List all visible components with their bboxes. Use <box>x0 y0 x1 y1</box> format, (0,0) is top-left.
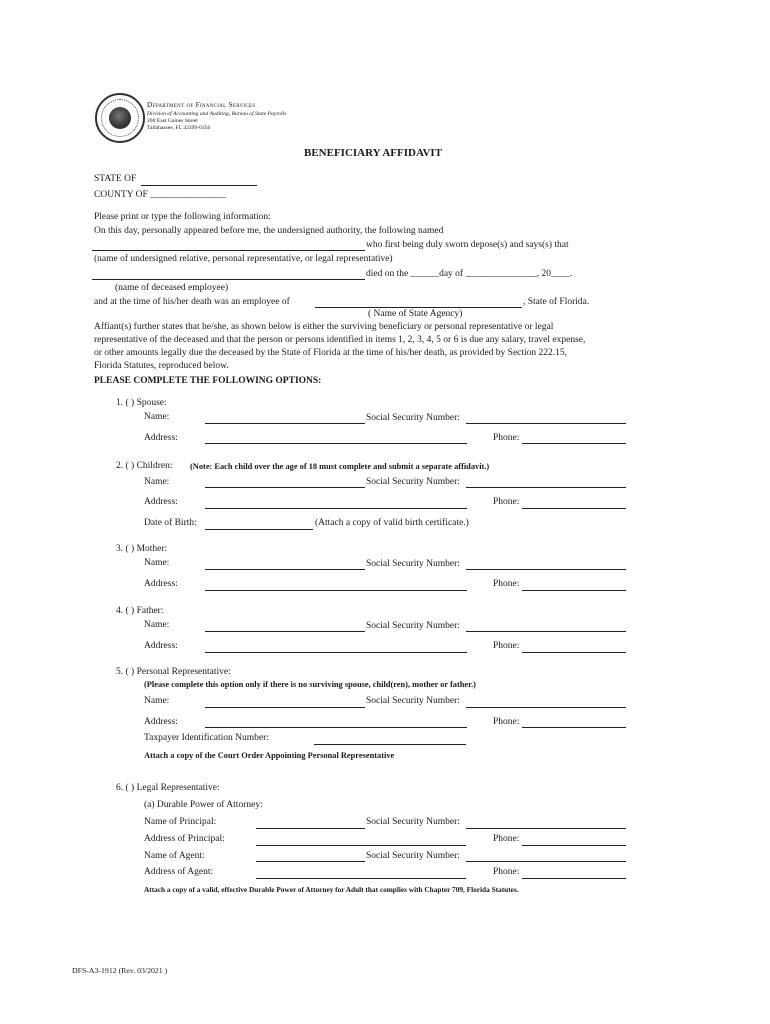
rep-name-field[interactable] <box>205 707 365 708</box>
child-phone-label: Phone: <box>493 497 520 507</box>
state-of-florida-text: , State of Florida. <box>523 297 590 307</box>
durable-poa-label: (a) Durable Power of Attorney: <box>144 800 263 810</box>
child-dob-label: Date of Birth: <box>144 518 197 528</box>
father-name-field[interactable] <box>205 631 365 632</box>
state-of-label: STATE OF <box>94 174 137 184</box>
deceased-caption: (name of deceased employee) <box>115 283 229 293</box>
agent-address-field[interactable] <box>256 878 466 879</box>
rep-name-label: Name: <box>144 696 170 706</box>
intro-line-1: Please print or type the following information: <box>94 212 271 222</box>
option-3-mother-checkbox[interactable]: 3. ( ) Mother: <box>116 544 168 554</box>
rep-phone-field[interactable] <box>522 727 626 728</box>
child-dob-field[interactable] <box>205 529 313 530</box>
spouse-address-label: Address: <box>144 433 178 443</box>
principal-phone-label: Phone: <box>493 834 520 844</box>
affiant-para-line-2: representative of the deceased and that the person or persons identified in items 1, 2, 3, 4, 5 or 6 is due any salary, travel expense, <box>94 335 586 345</box>
principal-name-field[interactable] <box>256 828 365 829</box>
agent-name-label: Name of Agent: <box>144 851 205 861</box>
mother-address-field[interactable] <box>205 590 467 591</box>
principal-address-label: Address of Principal: <box>144 834 225 844</box>
father-ssn-field[interactable] <box>466 631 626 632</box>
taxpayer-id-label: Taxpayer Identification Number: <box>144 733 269 743</box>
agent-ssn-label: Social Security Number: <box>366 851 460 861</box>
florida-seal-logo <box>95 93 145 143</box>
option-6-legal-rep-checkbox[interactable]: 6. ( ) Legal Representative: <box>116 783 220 793</box>
principal-address-field[interactable] <box>256 845 466 846</box>
dept-address-1: 200 East Gaines Street <box>147 118 198 124</box>
spouse-phone-label: Phone: <box>493 433 520 443</box>
state-agency-field[interactable] <box>315 307 522 308</box>
mother-ssn-field[interactable] <box>466 569 626 570</box>
father-ssn-label: Social Security Number: <box>366 621 460 631</box>
spouse-ssn-label: Social Security Number: <box>366 413 460 423</box>
mother-phone-field[interactable] <box>522 590 626 591</box>
died-on-text: died on the ______day of _______________, 20____. <box>366 269 573 279</box>
principal-ssn-label: Social Security Number: <box>366 817 460 827</box>
rep-address-label: Address: <box>144 717 178 727</box>
child-name-label: Name: <box>144 477 170 487</box>
father-address-label: Address: <box>144 641 178 651</box>
affiant-name-field[interactable] <box>92 250 365 251</box>
spouse-name-label: Name: <box>144 412 170 422</box>
options-heading: PLEASE COMPLETE THE FOLLOWING OPTIONS: <box>94 376 322 386</box>
who-first-text: who first being duly sworn depose(s) and says(s) that <box>366 240 569 250</box>
birth-certificate-note: (Attach a copy of valid birth certificate.) <box>315 518 469 528</box>
option-5-personal-rep-checkbox[interactable]: 5. ( ) Personal Representative: <box>116 667 231 677</box>
option-1-spouse-checkbox[interactable]: 1. ( ) Spouse: <box>116 398 167 408</box>
father-name-label: Name: <box>144 620 170 630</box>
agent-phone-field[interactable] <box>522 878 626 879</box>
child-address-field[interactable] <box>205 508 467 509</box>
rep-ssn-label: Social Security Number: <box>366 696 460 706</box>
agency-caption: ( Name of State Agency) <box>368 309 463 319</box>
option-4-father-checkbox[interactable]: 4. ( ) Father: <box>116 606 164 616</box>
rep-ssn-field[interactable] <box>466 707 626 708</box>
state-of-field[interactable] <box>141 185 257 186</box>
form-footer: DFS-A3-1912 (Rev. 03/2021 ) <box>72 966 168 975</box>
father-phone-field[interactable] <box>522 652 626 653</box>
children-note: (Note: Each child over the age of 18 must complete and submit a separate affidavit.) <box>190 462 490 471</box>
mother-ssn-label: Social Security Number: <box>366 559 460 569</box>
principal-name-label: Name of Principal: <box>144 817 217 827</box>
child-address-label: Address: <box>144 497 178 507</box>
option-2-children-checkbox[interactable]: 2. ( ) Children: <box>116 461 173 471</box>
agent-address-label: Address of Agent: <box>144 867 214 877</box>
affiant-para-line-4: Florida Statutes, reproduced below. <box>94 361 229 371</box>
dept-address-2: Tallahassee, FL 32399-0356 <box>147 125 211 131</box>
mother-name-field[interactable] <box>205 569 365 570</box>
father-phone-label: Phone: <box>493 641 520 651</box>
mother-name-label: Name: <box>144 558 170 568</box>
affiant-para-line-1: Affiant(s) further states that he/she, as shown below is either the surviving beneficiary or personal representative or legal <box>94 322 554 332</box>
dept-name: Department of Financial Services <box>147 101 256 109</box>
county-of-label: COUNTY OF ________________ <box>94 190 227 200</box>
child-phone-field[interactable] <box>522 508 626 509</box>
attach-court-order-note: Attach a copy of the Court Order Appointing Personal Representative <box>144 751 395 760</box>
agent-name-field[interactable] <box>256 861 365 862</box>
taxpayer-id-field[interactable] <box>314 744 466 745</box>
rep-phone-label: Phone: <box>493 717 520 727</box>
attach-poa-note: Attach a copy of a valid, effective Durable Power of Attorney for Adult that complies with Chapter 709, Florida Statutes. <box>144 885 519 894</box>
mother-phone-label: Phone: <box>493 579 520 589</box>
principal-ssn-field[interactable] <box>466 828 626 829</box>
agent-phone-label: Phone: <box>493 867 520 877</box>
intro-line-2: On this day, personally appeared before me, the undersigned authority, the following named <box>94 226 444 236</box>
affiant-name-caption: (name of undersigned relative, personal representative, or legal representative) <box>94 254 393 264</box>
rep-address-field[interactable] <box>205 727 467 728</box>
page-title: BENEFICIARY AFFIDAVIT <box>304 147 443 159</box>
spouse-ssn-field[interactable] <box>466 423 626 424</box>
employee-of-text: and at the time of his/her death was an employee of <box>94 297 290 307</box>
child-ssn-field[interactable] <box>466 487 626 488</box>
deceased-name-field[interactable] <box>92 279 365 280</box>
child-ssn-label: Social Security Number: <box>366 477 460 487</box>
division-name: Division of Accounting and Auditing, Bureau of State Payrolls <box>147 111 287 117</box>
spouse-address-field[interactable] <box>205 443 467 444</box>
child-name-field[interactable] <box>205 487 365 488</box>
principal-phone-field[interactable] <box>522 845 626 846</box>
personal-rep-note: (Please complete this option only if there is no surviving spouse, child(ren), mother or father.) <box>144 680 476 689</box>
father-address-field[interactable] <box>205 652 467 653</box>
spouse-name-field[interactable] <box>205 423 365 424</box>
spouse-phone-field[interactable] <box>522 443 626 444</box>
affiant-para-line-3: or other amounts legally due the deceased by the State of Florida at the time of his/her death, as provided by Section 222.15, <box>94 348 568 358</box>
agent-ssn-field[interactable] <box>466 861 626 862</box>
mother-address-label: Address: <box>144 579 178 589</box>
